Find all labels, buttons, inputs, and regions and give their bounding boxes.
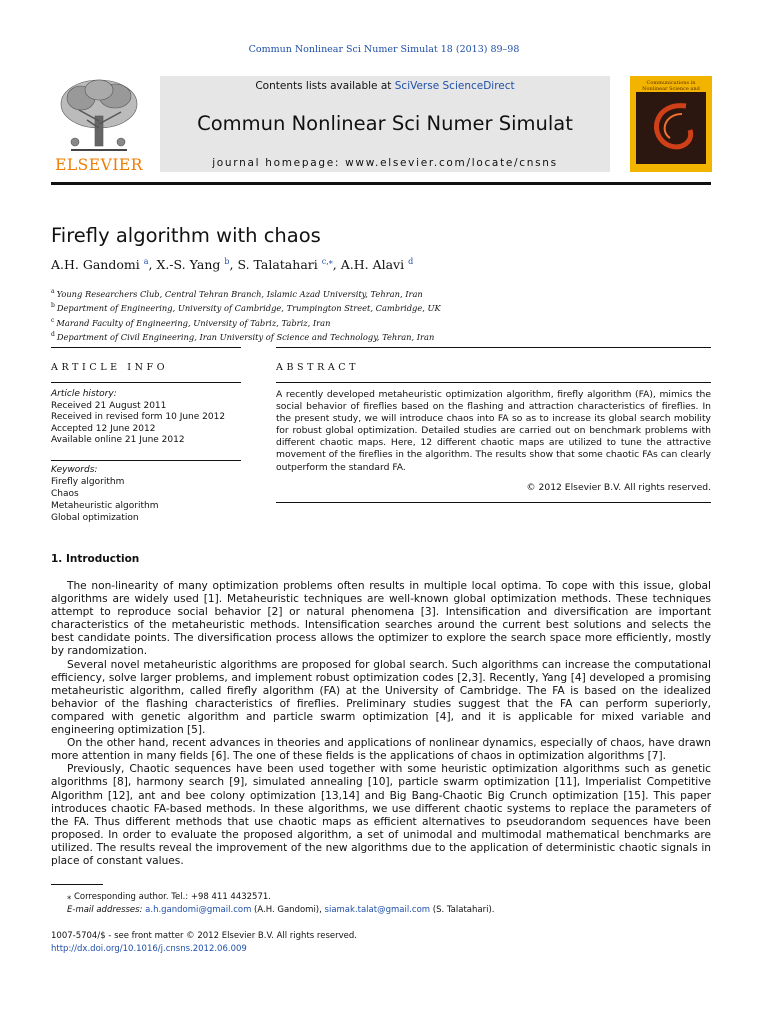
author-name: S. Talatahari xyxy=(237,257,318,273)
journal-title: Commun Nonlinear Sci Numer Simulat xyxy=(197,112,573,135)
affiliation-mark: c xyxy=(51,316,55,324)
author-affiliation-mark[interactable]: d xyxy=(408,257,414,266)
cover-title: Communications in Nonlinear Science and xyxy=(642,80,700,92)
contents-line xyxy=(160,80,610,92)
email-link-gandomi[interactable]: a.h.gandomi@gmail.com xyxy=(145,904,252,915)
article-info-heading: ARTICLE INFO xyxy=(51,362,169,373)
author-affiliation-mark[interactable]: a xyxy=(143,257,149,266)
history-item: Accepted 12 June 2012 xyxy=(51,423,156,434)
article-info-top-rule xyxy=(51,347,241,348)
affiliation-text: Department of Civil Engineering, Iran University of Science and Technology, Tehran, Iran xyxy=(56,331,435,342)
corresponding-author-note: ⁎ Corresponding author. Tel.: +98 411 4432571. xyxy=(67,892,271,902)
intro-heading: 1. Introduction xyxy=(51,553,140,565)
contents-prefix: Contents lists available at xyxy=(255,80,395,92)
sciencedirect-link[interactable]: SciVerse ScienceDirect xyxy=(394,80,515,92)
keyword-item: Global optimization xyxy=(51,513,139,523)
affiliation-mark: d xyxy=(51,330,55,338)
affiliation-list xyxy=(51,286,441,343)
intro-body xyxy=(51,580,711,868)
abstract-rule xyxy=(276,382,711,383)
abstract-text: A recently developed metaheuristic optimization algorithm, firefly algorithm (FA), mimics the social behavior of fireflies based on the flashing and attraction characteristics of fireflies. In the present study, we will introduce chaos into FA so as to increase its global search mobility for robust global optimization. Detailed studies are carried out on benchmark problems with different chaotic maps. Here, 12 different chaotic maps are utilized to tune the attractive movement of the fireflies in the algorithm. The results show that some chaotic FAs can clearly outperform the standard FA. xyxy=(276,389,711,473)
journal-cover-thumbnail xyxy=(630,76,712,172)
keywords xyxy=(51,464,158,524)
author-list: A.H. Gandomi $^a$, X.-S. Yang $^b$, S. Talatahari $^{c,⁎}$, A.H. Alavi $^d$ xyxy=(51,257,414,273)
keywords-label: Keywords: xyxy=(51,465,98,475)
abstract-top-rule xyxy=(276,347,711,348)
author-affiliation-mark[interactable]: b xyxy=(224,257,230,266)
intro-paragraph: Several novel metaheuristic algorithms are proposed for global search. Such algorithms can increase the computational efficiency, solve larger problems, and implement robust optimization codes [2,3]. Recently, Yang [4] developed a promising metaheuristic algorithm, called firefly algorithm (FA) at the University of Cambridge. The FA is based on the idealized behavior of the flashing characteristics of fireflies. Preliminary studies suggest that the FA can perform superiorly, compared with genetic algorithm and particle swarm optimization [4], and it is applicable for mixed variable and engineering optimization [5]. xyxy=(51,658,711,737)
intro-paragraph: Previously, Chaotic sequences have been used together with some heuristic optimization algorithms such as genetic algorithms [8], harmony search [9], simulated annealing [10], particle swarm optimization [11], Imperialist Competitive Algorithm [12], ant and bee colony optimization [13,14] and Big Bang-Chaotic Big Crunch optimization [15]. This paper introduces chaotic FA-based methods. In these algorithms, we use different chaotic systems to replace the parameters of the FA. Thus different methods that use chaotic maps as efficient alternatives to pseudorandom sequences have been proposed. In order to evaluate the proposed algorithm, a set of unimodal and multimodal mathematical benchmarks are utilized. The results reveal the improvement of the new algorithms due to the application of deterministic chaotic signals in place of constant values. xyxy=(51,763,711,867)
affiliation-item xyxy=(51,315,441,329)
affiliation-text: Marand Faculty of Engineering, University of Tabriz, Tabriz, Iran xyxy=(56,317,331,328)
issn-line: 1007-5704/$ - see front matter © 2012 Elsevier B.V. All rights reserved. xyxy=(51,931,357,941)
journal-homepage[interactable]: journal homepage: www.elsevier.com/locate/cnsns xyxy=(212,157,558,169)
affiliation-mark: a xyxy=(51,288,55,295)
affiliation-text: Department of Engineering, University of Cambridge, Trumpington Street, Cambridge, UK xyxy=(56,303,441,314)
intro-paragraph: The non-linearity of many optimization problems often results in multiple local optima. To cope with this issue, global algorithms are widely used [1]. Metaheuristic techniques are well-known global optimization methods. These techniques attempt to reproduce social behavior [2] or natural phenomena [3]. Intensification and diversification are important characteristics of the metaheuristic methods. Intensification searches around the current best solutions and selects the best candidate points. The diversification process allows the optimizer to explore the search space more efficiently, mostly by randomization. xyxy=(51,580,711,658)
elsevier-wordmark: ELSEVIER xyxy=(55,156,143,174)
author-name: X.-S. Yang xyxy=(156,257,221,273)
keyword-item: Firefly algorithm xyxy=(51,477,125,487)
journal-reference[interactable]: Commun Nonlinear Sci Numer Simulat 18 (2013) 89–98 xyxy=(248,44,520,55)
history-item: Available online 21 June 2012 xyxy=(51,435,185,445)
header-rule xyxy=(51,182,711,185)
article-history xyxy=(51,389,225,447)
email-label: E-mail addresses: xyxy=(67,904,146,915)
affiliation-item xyxy=(51,286,441,300)
history-item: Received 21 August 2011 xyxy=(51,400,167,411)
keyword-item: Metaheuristic algorithm xyxy=(51,501,159,511)
email-owner: (S. Talatahari). xyxy=(430,904,495,915)
history-label: Article history: xyxy=(51,389,117,399)
affiliation-item xyxy=(51,329,441,343)
affiliation-text: Young Researchers Club, Central Tehran Branch, Islamic Azad University, Tehran, Iran xyxy=(56,288,423,299)
intro-paragraph: On the other hand, recent advances in theories and applications of nonlinear dynamics, especially of chaos, have drawn more attention in many fields [6]. The one of these fields is the applications of chaos in optimization algorithms [7]. xyxy=(51,737,711,763)
footnotes xyxy=(51,891,494,916)
footnote-rule xyxy=(51,884,103,885)
email-owner: (A.H. Gandomi), xyxy=(251,904,325,915)
abstract-heading: ABSTRACT xyxy=(276,362,360,373)
author-affiliation-mark[interactable]: c,⁎ xyxy=(321,257,333,266)
paper-title: Firefly algorithm with chaos xyxy=(51,224,321,247)
affiliation-mark: b xyxy=(51,302,55,310)
abstract-bottom-rule xyxy=(276,502,711,503)
email-note xyxy=(51,904,494,917)
author-name: A.H. Alavi xyxy=(340,257,405,273)
history-item: Received in revised form 10 June 2012 xyxy=(51,412,226,422)
email-link-talatahari[interactable]: siamak.talat@gmail.com xyxy=(324,904,431,915)
author-name: A.H. Gandomi xyxy=(51,257,140,273)
issn-block xyxy=(51,930,357,955)
article-info-rule xyxy=(51,382,241,383)
keyword-item: Chaos xyxy=(51,489,79,499)
abstract-copyright: © 2012 Elsevier B.V. All rights reserved. xyxy=(526,482,711,493)
doi-link[interactable]: http://dx.doi.org/10.1016/j.cnsns.2012.06.009 xyxy=(51,943,247,954)
keywords-rule xyxy=(51,460,241,461)
affiliation-item xyxy=(51,300,441,314)
